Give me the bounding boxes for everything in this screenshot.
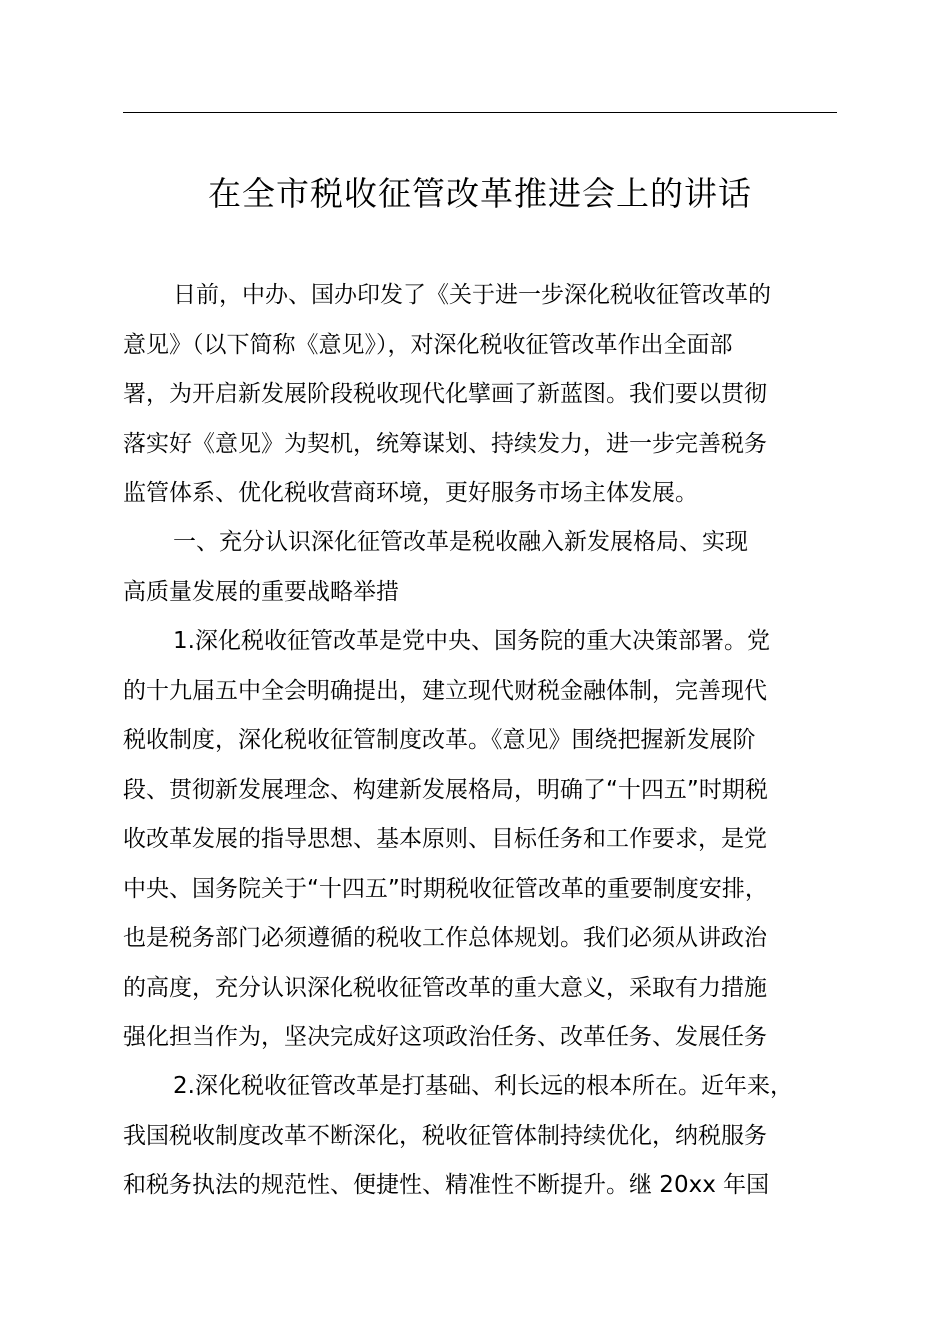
text-line: 监管体系、优化税收营商环境，更好服务市场主体发展。 bbox=[123, 480, 698, 506]
text-line: 强化担当作为，坚决完成好这项政治任务、改革任务、发展任务 bbox=[123, 1024, 767, 1050]
text-line: 1.深化税收征管改革是党中央、国务院的重大决策部署。党 bbox=[173, 628, 770, 654]
text-line: 署，为开启新发展阶段税收现代化擘画了新蓝图。我们要以贯彻 bbox=[123, 381, 767, 407]
text-line: 的高度，充分认识深化税收征管改革的重大意义，采取有力措施 bbox=[123, 974, 767, 1001]
text-line: 收改革发展的指导思想、基本原则、目标任务和工作要求，是党 bbox=[123, 826, 767, 852]
text-line: 2.深化税收征管改革是打基础、利长远的根本所在。近年来， bbox=[173, 1073, 793, 1099]
document-title: 在全市税收征管改革推进会上的讲话 bbox=[208, 174, 752, 213]
paragraph-point-1 bbox=[123, 617, 837, 1063]
heading-line: 一、充分认识深化征管改革是税收融入新发展格局、实现 bbox=[173, 529, 748, 555]
text-line: 我国税收制度改革不断深化，税收征管体制持续优化，纳税服务 bbox=[123, 1122, 767, 1149]
heading-line: 高质量发展的重要战略举措 bbox=[123, 578, 399, 605]
text-line: 也是税务部门必须遵循的税收工作总体规划。我们必须从讲政治 bbox=[123, 925, 767, 951]
text-line: 落实好《意见》为契机，统筹谋划、持续发力，进一步完善税务 bbox=[123, 430, 767, 457]
text-line: 意见》（以下简称《意见》），对深化税收征管改革作出全面部 bbox=[123, 331, 733, 358]
paragraph-point-2 bbox=[123, 1062, 837, 1211]
section-heading-1 bbox=[123, 518, 837, 615]
text-line: 段、贯彻新发展理念、构建新发展格局，明确了“十四五”时期税 bbox=[123, 776, 768, 803]
paragraph-intro bbox=[123, 271, 837, 519]
text-line: 的十九届五中全会明确提出，建立现代财税金融体制，完善现代 bbox=[123, 677, 767, 704]
text-line: 中央、国务院关于“十四五”时期税收征管改革的重要制度安排， bbox=[123, 875, 768, 902]
text-line: 和税务执法的规范性、便捷性、精准性不断提升。继 20xx 年国 bbox=[123, 1172, 770, 1198]
text-line: 税收制度，深化税收征管制度改革。《意见》围绕把握新发展阶 bbox=[123, 727, 756, 753]
text-line: 日前，中办、国办印发了《关于进一步深化税收征管改革的 bbox=[173, 282, 771, 308]
header-rule bbox=[123, 112, 837, 113]
